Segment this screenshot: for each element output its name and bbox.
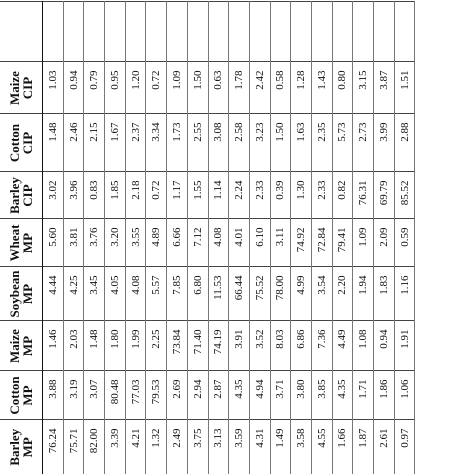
table-cell (249, 2, 270, 62)
table-cell: 3.59 (229, 420, 250, 474)
table-cell: 6.80 (187, 267, 208, 321)
table-cell: 3.88 (43, 371, 64, 420)
table-cell (270, 2, 291, 62)
header-line-2: MP (20, 385, 35, 406)
table-cell (311, 2, 332, 62)
table-row (125, 2, 146, 474)
table-row (374, 2, 395, 474)
table-row (43, 2, 64, 474)
table-cell: 2.03 (63, 321, 84, 371)
column-header (0, 114, 43, 172)
table-cell: 3.39 (105, 420, 126, 474)
table-row (187, 2, 208, 474)
table-cell: 7.36 (311, 321, 332, 371)
table-cell: 1.48 (43, 114, 64, 172)
table-cell: 2.46 (63, 114, 84, 172)
table-cell: 3.20 (105, 219, 126, 267)
header-line-1: Soybean (7, 270, 22, 318)
column-header (0, 2, 43, 62)
table-cell: 3.85 (311, 371, 332, 420)
table-cell: 1.06 (394, 371, 415, 420)
table-cell: 2.33 (311, 172, 332, 219)
table-cell: 1.78 (229, 62, 250, 114)
table-cell: 0.94 (374, 321, 395, 371)
table-cell: 1.51 (394, 62, 415, 114)
table-cell: 1.67 (105, 114, 126, 172)
table-cell: 1.91 (394, 321, 415, 371)
table-cell: 85.52 (394, 172, 415, 219)
table-cell: 1.32 (146, 420, 167, 474)
table-cell (187, 2, 208, 62)
table-row (229, 2, 250, 474)
table-cell: 4.94 (249, 371, 270, 420)
table-cell (146, 2, 167, 62)
table-cell: 1.73 (167, 114, 188, 172)
table-cell: 2.15 (84, 114, 105, 172)
table-cell: 2.24 (229, 172, 250, 219)
column-header (0, 371, 43, 420)
table-cell: 3.45 (84, 267, 105, 321)
table-cell: 2.55 (187, 114, 208, 172)
table-cell: 1.55 (187, 172, 208, 219)
table-cell: 1.20 (125, 62, 146, 114)
table-cell: 5.73 (332, 114, 353, 172)
table-row (63, 2, 84, 474)
table-cell: 4.21 (125, 420, 146, 474)
table-cell: 1.43 (311, 62, 332, 114)
table-cell: 79.41 (332, 219, 353, 267)
column-header (0, 420, 43, 474)
table-cell: 4.01 (229, 219, 250, 267)
table-cell: 1.85 (105, 172, 126, 219)
table-cell: 3.15 (353, 62, 374, 114)
table-row (146, 2, 167, 474)
table-cell: 1.66 (332, 420, 353, 474)
table-cell: 2.33 (249, 172, 270, 219)
table-cell: 3.08 (208, 114, 229, 172)
table-cell (125, 2, 146, 62)
table-cell: 2.87 (208, 371, 229, 420)
table-cell: 73.84 (167, 321, 188, 371)
table-cell: 1.28 (291, 62, 312, 114)
table-cell: 2.69 (167, 371, 188, 420)
table-cell: 1.30 (291, 172, 312, 219)
header-line-1: Barley (7, 428, 22, 466)
table-cell: 3.58 (291, 420, 312, 474)
table-cell: 4.35 (332, 371, 353, 420)
table-cell (394, 2, 415, 62)
table-cell: 4.99 (291, 267, 312, 321)
table-row (249, 2, 270, 474)
table-cell (353, 2, 374, 62)
table-cell: 0.94 (63, 62, 84, 114)
table-cell: 80.48 (105, 371, 126, 420)
table-cell: 2.18 (125, 172, 146, 219)
table-row (84, 2, 105, 474)
table-cell: 0.97 (394, 420, 415, 474)
header-line-1: Wheat (7, 224, 22, 262)
table-cell: 6.10 (249, 219, 270, 267)
column-header (0, 321, 43, 371)
table-cell: 3.34 (146, 114, 167, 172)
table-cell (63, 2, 84, 62)
table-header-row (0, 2, 43, 474)
table-cell: 3.13 (208, 420, 229, 474)
table-cell: 2.94 (187, 371, 208, 420)
table-cell: 1.80 (105, 321, 126, 371)
table-cell: 4.08 (208, 219, 229, 267)
header-line-2: CIP (20, 184, 35, 207)
table-cell: 82.00 (84, 420, 105, 474)
table-cell: 1.09 (167, 62, 188, 114)
table-cell: 4.49 (332, 321, 353, 371)
table-cell: 8.03 (270, 321, 291, 371)
column-header (0, 267, 43, 321)
table-cell: 4.89 (146, 219, 167, 267)
table-cell: 3.19 (63, 371, 84, 420)
table-cell: 1.99 (125, 321, 146, 371)
table-cell: 1.16 (394, 267, 415, 321)
table-row (105, 2, 126, 474)
table-cell: 3.07 (84, 371, 105, 420)
table-cell: 4.25 (63, 267, 84, 321)
header-line-1: Barley (7, 177, 22, 214)
table-cell: 0.59 (394, 219, 415, 267)
table-cell: 3.91 (229, 321, 250, 371)
table-cell: 1.50 (187, 62, 208, 114)
table-cell: 1.94 (353, 267, 374, 321)
table-cell: 11.53 (208, 267, 229, 321)
table-cell: 1.48 (84, 321, 105, 371)
header-line-1: Cotton (7, 376, 22, 415)
table-cell: 5.57 (146, 267, 167, 321)
table-cell: 4.31 (249, 420, 270, 474)
table-cell: 3.52 (249, 321, 270, 371)
table-row (332, 2, 353, 474)
table-cell: 0.39 (270, 172, 291, 219)
table-cell (208, 2, 229, 62)
table-cell: 3.81 (63, 219, 84, 267)
table-cell: 0.82 (332, 172, 353, 219)
table-row (291, 2, 312, 474)
table-cell: 7.85 (167, 267, 188, 321)
table-cell (332, 2, 353, 62)
table-cell: 2.35 (311, 114, 332, 172)
header-line-2: MP (20, 335, 35, 357)
table-cell: 0.58 (270, 62, 291, 114)
table-cell: 7.12 (187, 219, 208, 267)
header-line-2: MP (20, 232, 35, 254)
table-cell: 1.46 (43, 321, 64, 371)
table-cell: 76.24 (43, 420, 64, 474)
table-cell: 1.71 (353, 371, 374, 420)
header-line-1: Cotton (7, 123, 22, 163)
table-cell: 2.25 (146, 321, 167, 371)
table-cell: 77.03 (125, 371, 146, 420)
table-row (270, 2, 291, 474)
confusion-table (0, 2, 415, 474)
table-cell: 3.55 (125, 219, 146, 267)
header-line-2: CIP (20, 76, 35, 100)
table-cell: 71.40 (187, 321, 208, 371)
table-body (43, 2, 415, 474)
table-cell: 0.63 (208, 62, 229, 114)
table-cell: 3.23 (249, 114, 270, 172)
table-cell: 66.44 (229, 267, 250, 321)
table-cell: 76.31 (353, 172, 374, 219)
table-cell: 3.02 (43, 172, 64, 219)
table-cell (291, 2, 312, 62)
table-cell: 3.76 (84, 219, 105, 267)
table-cell: 4.08 (125, 267, 146, 321)
table-cell: 0.79 (84, 62, 105, 114)
table-cell (84, 2, 105, 62)
table-cell: 1.09 (353, 219, 374, 267)
table-cell: 1.17 (167, 172, 188, 219)
table-cell: 0.83 (84, 172, 105, 219)
table-cell: 2.49 (167, 420, 188, 474)
table-cell: 75.71 (63, 420, 84, 474)
table-cell: 1.87 (353, 420, 374, 474)
table-cell: 1.63 (291, 114, 312, 172)
table-cell: 72.84 (311, 219, 332, 267)
table-cell: 0.72 (146, 172, 167, 219)
table-cell (229, 2, 250, 62)
table-cell: 3.75 (187, 420, 208, 474)
table-row (208, 2, 229, 474)
table-row (394, 2, 415, 474)
table-cell: 3.11 (270, 219, 291, 267)
table-cell: 1.08 (353, 321, 374, 371)
header-line-2: CIP (20, 131, 35, 155)
table-cell: 1.14 (208, 172, 229, 219)
table-cell: 5.60 (43, 219, 64, 267)
table-cell (167, 2, 188, 62)
header-line-1: Maize (7, 329, 22, 363)
table-cell: 1.86 (374, 371, 395, 420)
table-cell: 2.09 (374, 219, 395, 267)
table-cell (43, 2, 64, 62)
table-cell: 0.95 (105, 62, 126, 114)
column-header (0, 172, 43, 219)
table-cell: 4.05 (105, 267, 126, 321)
table-cell: 2.58 (229, 114, 250, 172)
column-header (0, 219, 43, 267)
table-cell: 69.79 (374, 172, 395, 219)
table-cell: 74.92 (291, 219, 312, 267)
table-cell: 6.86 (291, 321, 312, 371)
table-cell: 1.50 (270, 114, 291, 172)
header-line-1: Maize (7, 71, 22, 105)
table-cell: 4.44 (43, 267, 64, 321)
table-cell: 3.80 (291, 371, 312, 420)
table-cell: 2.73 (353, 114, 374, 172)
table-cell: 79.53 (146, 371, 167, 420)
table-cell: 4.55 (311, 420, 332, 474)
table-cell: 3.96 (63, 172, 84, 219)
table-cell: 2.88 (394, 114, 415, 172)
table-cell: 3.87 (374, 62, 395, 114)
table-row (311, 2, 332, 474)
table-cell: 6.66 (167, 219, 188, 267)
table-cell: 0.80 (332, 62, 353, 114)
header-line-2: MP (20, 283, 35, 305)
table-cell: 3.71 (270, 371, 291, 420)
table-cell: 1.49 (270, 420, 291, 474)
table-cell: 3.99 (374, 114, 395, 172)
table-cell: 0.72 (146, 62, 167, 114)
table-cell: 2.20 (332, 267, 353, 321)
header-line-2: MP (20, 437, 35, 458)
table-cell: 4.35 (229, 371, 250, 420)
table-cell: 1.83 (374, 267, 395, 321)
table-cell: 2.37 (125, 114, 146, 172)
column-header (0, 62, 43, 114)
table-cell: 74.19 (208, 321, 229, 371)
table-cell: 2.61 (374, 420, 395, 474)
table-cell: 1.03 (43, 62, 64, 114)
table-row (353, 2, 374, 474)
table-cell (105, 2, 126, 62)
table-cell (374, 2, 395, 62)
table-cell: 75.52 (249, 267, 270, 321)
table-cell: 78.00 (270, 267, 291, 321)
table-cell: 3.54 (311, 267, 332, 321)
table-cell: 2.42 (249, 62, 270, 114)
table-row (167, 2, 188, 474)
